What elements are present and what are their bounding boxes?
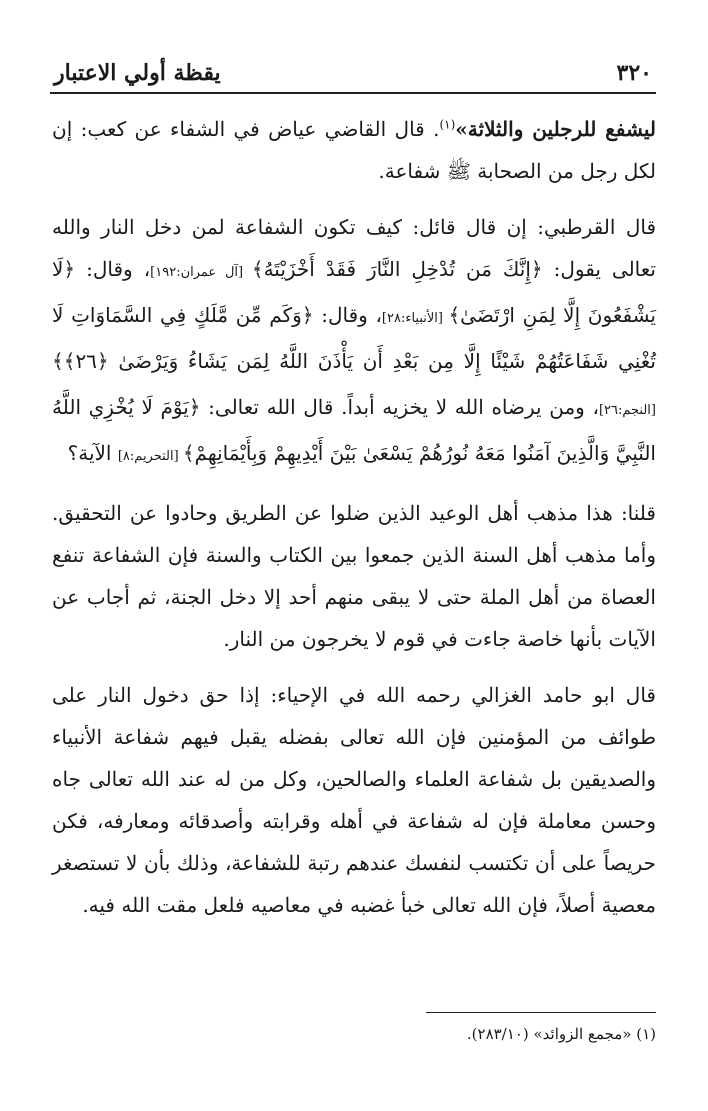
quran-verse: ﴿يَوْمَ لَا يُخْزِي اللَّهُ النَّبِيَّ وَالَّذِينَ آمَنُوا مَعَهُ نُورُهُمْ يَسْعَىٰ بَيْنَ أَيْدِيهِمْ وَبِأَيْمَانِهِمْ﴾ xyxy=(52,395,656,465)
page-header xyxy=(50,58,656,94)
paragraph-text: ، وقال: xyxy=(75,257,151,281)
paragraph-text: ، ومن يرضاه الله لا يخزيه أبداً. قال الله تعالى: xyxy=(200,395,599,419)
quran-verse: ﴿إِنَّكَ مَن تُدْخِلِ النَّارَ فَقَدْ أَخْزَيْتَهُ﴾ xyxy=(251,257,543,281)
paragraph-text: . قال القاضي عياض في الشفاء عن كعب: إن لكل رجل من الصحابة ﷺ شفاعة. xyxy=(52,117,656,183)
book-title: يقظة أولي الاعتبار xyxy=(54,60,221,86)
paragraph-text: ، وقال: xyxy=(313,303,382,327)
verse-reference: [التحريم:٨] xyxy=(117,449,183,464)
page-body xyxy=(52,108,656,940)
footnote-rule xyxy=(426,1012,656,1013)
paragraph-1 xyxy=(52,108,656,192)
paragraph-4: قال ابو حامد الغزالي رحمه الله في الإحياء: إذا حق دخول النار على طوائف من المؤمنين فإن الله تعالى بفضله يقبل فيهم شفاعة الأنبياء والصديقين بل شفاعة العلماء والصالحين، وكل من له عند الله تعالى جاه وحسن معاملة فإن له شفاعة في أهله وقرابته وأصدقائه ومعارفه، فكن حريصاً على أن تكتسب لنفسك عندهم رتبة للشفاعة، وذلك بأن لا تستصغر معصية أصلاً، فإن الله تعالى خبأ غضبه في معاصيه فلعل مقت الله فيه. xyxy=(52,683,656,917)
paragraph-2 xyxy=(52,206,656,478)
quran-verse: ﴿وَكَم مِّن مَّلَكٍ فِي السَّمَاوَاتِ لَا تُغْنِي شَفَاعَتُهُمْ شَيْئًا إِلَّا مِن بَعْدِ أَن يَأْذَنَ اللَّهُ لِمَن يَشَاءُ وَيَرْضَىٰ ﴿٢٦﴾﴾ xyxy=(52,303,656,373)
page-number: ٣٢٠ xyxy=(616,60,652,86)
footnote-marker: (١) xyxy=(439,117,456,132)
verse-reference: [الأنبياء:٢٨] xyxy=(381,311,449,326)
footnote: (١) «مجمع الزوائد» (٢٨٣/١٠). xyxy=(466,1025,656,1043)
paragraph-text: الآية؟ xyxy=(67,441,118,465)
hadith-ending: ليشفع للرجلين والثلاثة» xyxy=(455,117,656,141)
quran-verse: ﴿لَا يَشْفَعُونَ إِلَّا لِمَنِ ارْتَضَىٰ﴾ xyxy=(52,257,657,327)
paragraph-3: قلنا: هذا مذهب أهل الوعيد الذين ضلوا عن الطريق وحادوا عن التحقيق. وأما مذهب أهل السنة الذين جمعوا بين الكتاب والسنة فإن الشفاعة تنفع العصاة من أهل الملة حتى لا يبقى منهم أحد إلا دخل الجنة، ثم أجاب عن الآيات بأنها خاصة جاءت في قوم لا يخرجون من النار. xyxy=(52,501,656,651)
verse-reference: [النجم:٢٦] xyxy=(598,403,656,418)
paragraph-text: قال القرطبي: إن قال قائل: كيف تكون الشفاعة لمن دخل النار والله تعالى يقول: xyxy=(52,215,656,281)
header-rule xyxy=(50,92,656,94)
verse-reference: [آل عمران:١٩٢] xyxy=(150,265,252,280)
